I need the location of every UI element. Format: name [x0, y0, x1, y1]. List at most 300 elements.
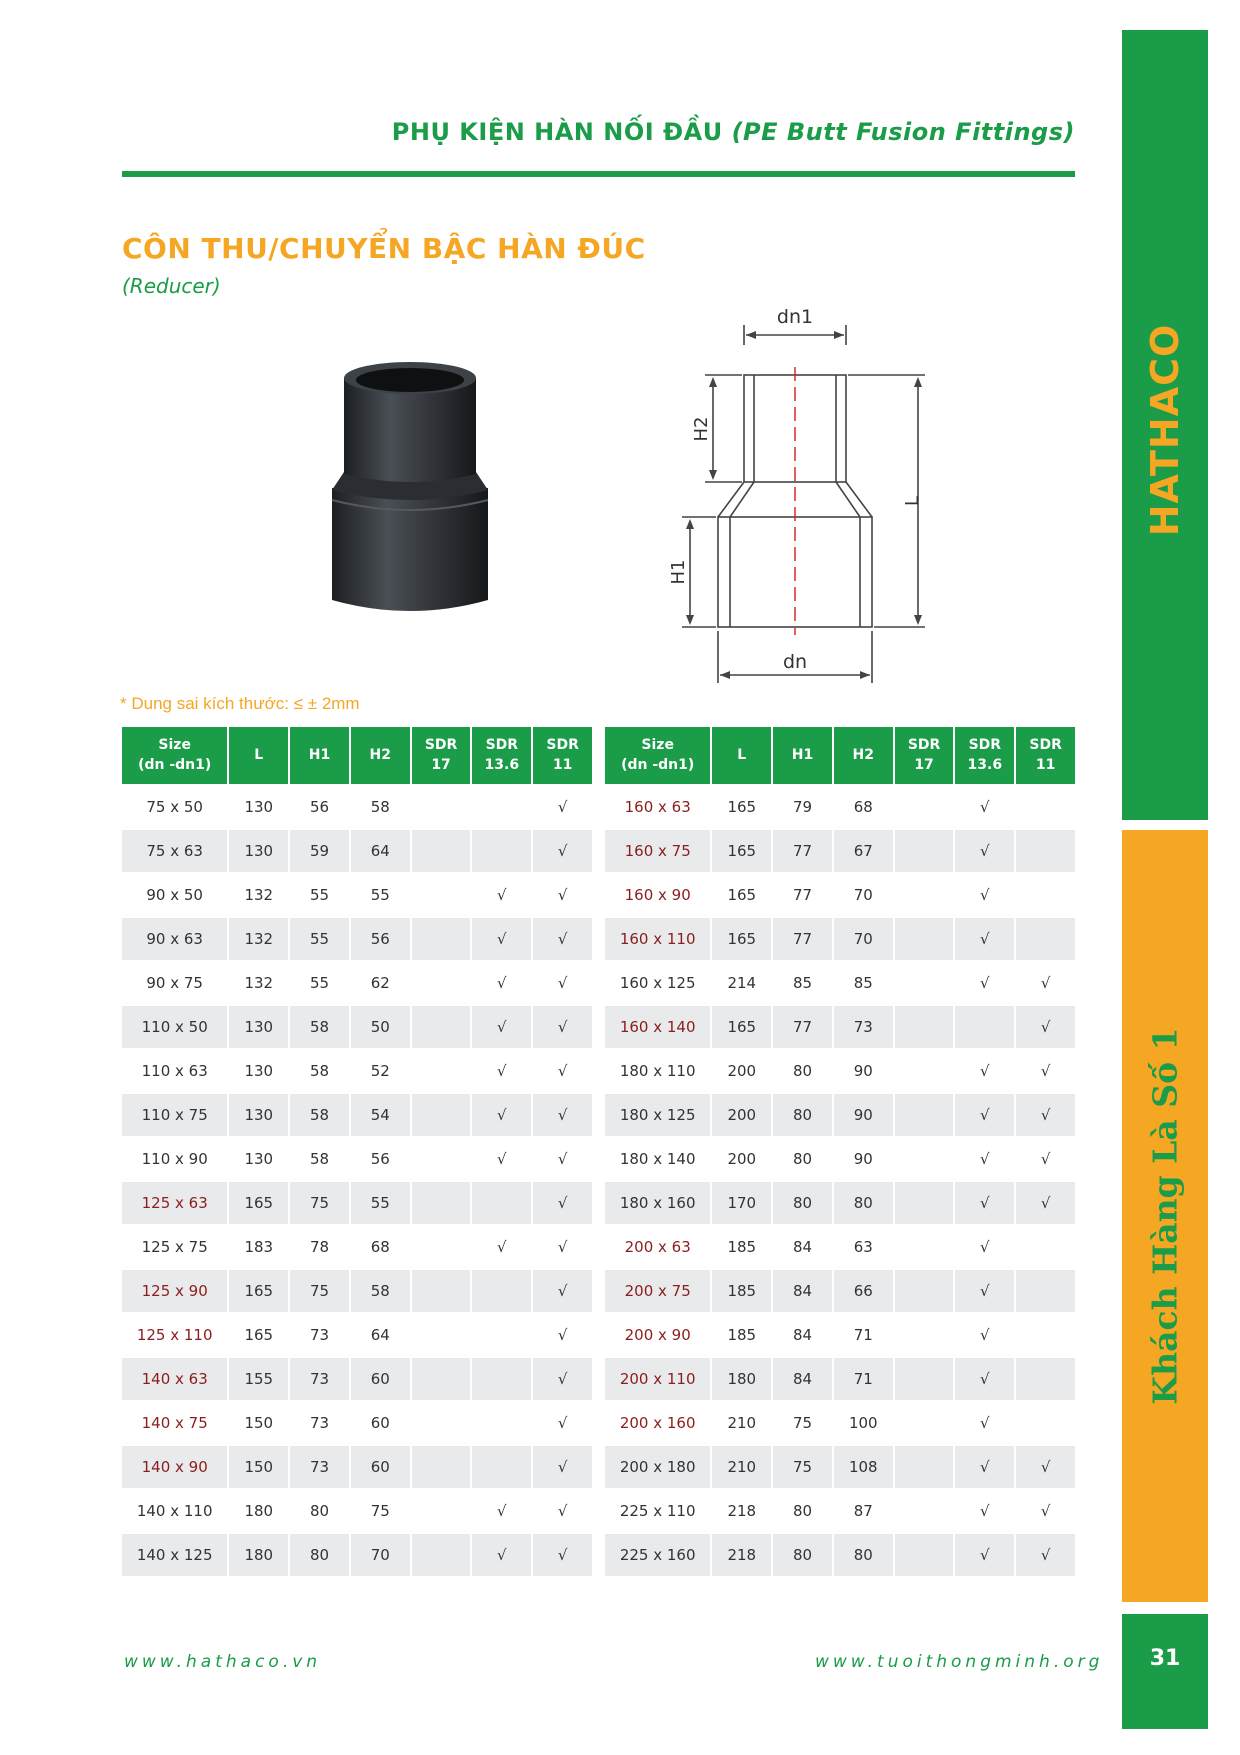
cell-size: 200 x 180 [605, 1446, 710, 1488]
cell-l: 150 [244, 1414, 274, 1432]
cell-l: 180 [244, 1502, 274, 1520]
cell-sdr17 [895, 786, 954, 828]
cell-sdr136: √ [980, 974, 990, 992]
table-row [122, 962, 592, 1004]
cell-sdr136: √ [955, 1270, 1014, 1312]
cell-sdr11: √ [1040, 1150, 1051, 1168]
cell-size: 225 x 160 [605, 1534, 710, 1576]
cell-h1: 77 [773, 830, 832, 872]
cell-size: 125 x 110 [136, 1326, 213, 1344]
cell-sdr11: √ [557, 886, 568, 904]
cell-sdr136: √ [955, 1534, 1014, 1576]
cell-sdr136: √ [497, 886, 507, 904]
cell-h1: 80 [290, 1534, 349, 1576]
cell-sdr17 [412, 1490, 471, 1532]
cell-size: 160 x 63 [624, 798, 691, 816]
table-row [605, 1006, 1075, 1048]
footer-source-link[interactable]: www.tuoithongminh.org [815, 1652, 1104, 1672]
cell-h2: 70 [834, 918, 893, 960]
cell-h1: 80 [792, 1062, 813, 1080]
table-row [122, 1446, 592, 1488]
cell-sdr136: √ [980, 1326, 990, 1344]
table-row [605, 1402, 1075, 1444]
cell-size: 125 x 63 [122, 1182, 227, 1224]
cell-l: 210 [712, 1446, 771, 1488]
cell-size: 160 x 140 [605, 1006, 710, 1048]
cell-sdr11: √ [533, 1094, 592, 1136]
cell-size: 110 x 75 [122, 1094, 227, 1136]
cell-sdr136: √ [980, 1414, 990, 1432]
cell-sdr17 [895, 1402, 954, 1444]
cell-sdr136: √ [472, 918, 531, 960]
cell-h1: 80 [773, 1534, 832, 1576]
cell-sdr17 [895, 1094, 954, 1136]
cell-h2: 108 [834, 1446, 893, 1488]
cell-h1: 58 [290, 1094, 349, 1136]
cell-h1: 80 [773, 1094, 832, 1136]
cell-size: 90 x 50 [146, 886, 203, 904]
cell-h1: 80 [792, 1150, 813, 1168]
cell-sdr17 [412, 918, 471, 960]
cell-l: 130 [229, 1006, 288, 1048]
cell-sdr136: √ [980, 1238, 990, 1256]
cell-l: 185 [727, 1238, 757, 1256]
cell-sdr136: √ [980, 1062, 990, 1080]
cell-h1: 84 [792, 1238, 813, 1256]
cell-sdr136: √ [955, 1358, 1014, 1400]
table-row [605, 1270, 1075, 1312]
cell-size: 180 x 125 [605, 1094, 710, 1136]
cell-h2: 100 [848, 1414, 878, 1432]
header-divider [122, 171, 1075, 177]
cell-h2: 75 [370, 1502, 390, 1520]
cell-size: 200 x 90 [624, 1326, 691, 1344]
cell-h1: 55 [290, 918, 349, 960]
cell-l: 165 [712, 1006, 771, 1048]
cell-sdr11: √ [533, 1182, 592, 1224]
cell-sdr11: √ [557, 798, 568, 816]
cell-h2: 55 [370, 886, 390, 904]
header-title-main: PHỤ KIỆN HÀN NỐI ĐẦU [391, 118, 732, 146]
cell-h1: 75 [773, 1446, 832, 1488]
cell-l: 180 [712, 1358, 771, 1400]
cell-sdr136 [472, 1182, 531, 1224]
brand-logo-text: HATHACO [1143, 323, 1187, 537]
table-row [122, 1270, 592, 1312]
cell-sdr136: √ [955, 1446, 1014, 1488]
cell-h2: 63 [853, 1238, 873, 1256]
cell-sdr11 [1016, 1226, 1075, 1268]
cell-sdr136 [472, 1314, 531, 1356]
header-sdr136: SDR 13.6 [472, 727, 531, 784]
cell-size: 110 x 63 [141, 1062, 208, 1080]
table-row [122, 1006, 592, 1048]
reducer-technical-drawing [650, 305, 950, 695]
table-row [605, 1446, 1075, 1488]
cell-size: 160 x 90 [624, 886, 691, 904]
cell-h1: 73 [290, 1446, 349, 1488]
cell-l: 200 [727, 1062, 757, 1080]
cell-size: 110 x 50 [122, 1006, 227, 1048]
dim-dn-label: dn [782, 651, 808, 673]
cell-sdr11: √ [533, 1534, 592, 1576]
table-row [122, 1138, 592, 1180]
header-size: Size (dn -dn1) [122, 727, 227, 784]
cell-h1: 85 [792, 974, 813, 992]
cell-sdr11: √ [533, 1446, 592, 1488]
cell-l: 165 [244, 1326, 274, 1344]
cell-size: 140 x 75 [141, 1414, 208, 1432]
cell-size: 125 x 90 [122, 1270, 227, 1312]
cell-sdr11: √ [1016, 1094, 1075, 1136]
table-row [122, 1314, 592, 1356]
cell-h1: 75 [792, 1414, 813, 1432]
header-size: Size (dn -dn1) [605, 727, 710, 784]
cell-l: 165 [229, 1270, 288, 1312]
cell-l: 165 [712, 918, 771, 960]
cell-h2: 54 [351, 1094, 410, 1136]
cell-sdr11: √ [533, 1006, 592, 1048]
table-header-row [122, 727, 592, 784]
cell-sdr11: √ [1016, 1446, 1075, 1488]
footer-website-link[interactable]: www.hathaco.vn [124, 1652, 322, 1672]
page-number-box [1122, 1614, 1208, 1729]
cell-sdr136: √ [955, 830, 1014, 872]
header-sdr136: SDR 13.6 [955, 727, 1014, 784]
cell-sdr136: √ [472, 1534, 531, 1576]
table-row [605, 1314, 1075, 1356]
cell-sdr17 [895, 1270, 954, 1312]
cell-h1: 79 [792, 798, 813, 816]
cell-sdr11: √ [557, 1062, 568, 1080]
cell-h1: 56 [309, 798, 330, 816]
cell-h1: 58 [290, 1006, 349, 1048]
cell-sdr136: √ [980, 886, 990, 904]
table-row [122, 1094, 592, 1136]
product-title: CÔN THU/CHUYỂN BẬC HÀN ĐÚC [122, 232, 646, 265]
cell-l: 130 [229, 830, 288, 872]
table-row [605, 786, 1075, 828]
header-sdr17: SDR 17 [895, 727, 954, 784]
table-row [122, 1050, 592, 1092]
cell-h2: 67 [834, 830, 893, 872]
table-row [122, 786, 592, 828]
cell-sdr11: √ [1040, 1062, 1051, 1080]
cell-size: 180 x 110 [619, 1062, 696, 1080]
cell-sdr17 [412, 1094, 471, 1136]
cell-sdr11: √ [557, 974, 568, 992]
cell-h2: 60 [351, 1446, 410, 1488]
cell-sdr11 [1016, 830, 1075, 872]
table-row [605, 1226, 1075, 1268]
cell-sdr136: √ [980, 798, 990, 816]
cell-sdr17 [895, 830, 954, 872]
cell-l: 155 [229, 1358, 288, 1400]
cell-sdr136: √ [497, 1238, 507, 1256]
cell-h1: 59 [290, 830, 349, 872]
table-row [605, 1050, 1075, 1092]
cell-h1: 84 [792, 1326, 813, 1344]
header-title-sub: (PE Butt Fusion Fittings) [731, 118, 1075, 146]
table-row [605, 1358, 1075, 1400]
cell-size: 90 x 63 [122, 918, 227, 960]
cell-h2: 73 [834, 1006, 893, 1048]
cell-sdr136 [472, 1402, 531, 1444]
header-sdr11: SDR 11 [533, 727, 592, 784]
cell-size: 160 x 75 [605, 830, 710, 872]
cell-sdr11: √ [1016, 1182, 1075, 1224]
cell-size: 140 x 90 [122, 1446, 227, 1488]
cell-sdr136: √ [497, 1150, 507, 1168]
cell-sdr11: √ [557, 1150, 568, 1168]
cell-l: 170 [712, 1182, 771, 1224]
cell-size: 140 x 110 [136, 1502, 213, 1520]
table-header-row [605, 727, 1075, 784]
cell-size: 200 x 63 [624, 1238, 691, 1256]
cell-l: 165 [727, 886, 757, 904]
cell-h1: 75 [290, 1182, 349, 1224]
cell-l: 185 [727, 1326, 757, 1344]
cell-h2: 60 [351, 1358, 410, 1400]
cell-l: 218 [712, 1534, 771, 1576]
cell-h2: 87 [853, 1502, 873, 1520]
cell-sdr11 [1016, 1270, 1075, 1312]
cell-sdr17 [895, 1182, 954, 1224]
cell-l: 132 [244, 974, 274, 992]
cell-sdr17 [412, 1138, 471, 1180]
table-row [122, 874, 592, 916]
cell-h2: 80 [834, 1534, 893, 1576]
cell-sdr17 [895, 962, 954, 1004]
cell-sdr11: √ [533, 1270, 592, 1312]
table-row [122, 1402, 592, 1444]
cell-sdr136 [472, 786, 531, 828]
cell-l: 180 [229, 1534, 288, 1576]
cell-sdr11: √ [1040, 1502, 1051, 1520]
cell-sdr17 [412, 1182, 471, 1224]
cell-h2: 64 [370, 1326, 390, 1344]
table-row [605, 1138, 1075, 1180]
cell-l: 165 [727, 798, 757, 816]
header-h1: H1 [290, 727, 349, 784]
cell-sdr11: √ [557, 1502, 568, 1520]
cell-sdr17 [895, 1534, 954, 1576]
cell-h2: 56 [351, 918, 410, 960]
cell-l: 200 [727, 1150, 757, 1168]
header-l: L [712, 727, 771, 784]
cell-l: 165 [712, 830, 771, 872]
cell-sdr136 [955, 1006, 1014, 1048]
slogan-text: Khách Hàng Là Số 1 [1145, 1027, 1185, 1405]
table-row [605, 1094, 1075, 1136]
cell-l: 130 [229, 1094, 288, 1136]
header-sdr11: SDR 11 [1016, 727, 1075, 784]
product-subtitle: (Reducer) [122, 274, 221, 298]
cell-sdr136 [472, 1358, 531, 1400]
cell-sdr136 [472, 1446, 531, 1488]
table-row [122, 1226, 592, 1268]
cell-h1: 77 [773, 918, 832, 960]
cell-l: 214 [727, 974, 757, 992]
cell-sdr136: √ [955, 918, 1014, 960]
cell-h2: 85 [853, 974, 873, 992]
cell-size: 140 x 125 [122, 1534, 227, 1576]
table-row [122, 830, 592, 872]
sidebar-orange-band [1122, 830, 1208, 1602]
cell-h1: 75 [290, 1270, 349, 1312]
cell-l: 183 [244, 1238, 274, 1256]
cell-sdr11: √ [533, 1358, 592, 1400]
cell-sdr136: √ [955, 1182, 1014, 1224]
page-number: 31 [1149, 1646, 1181, 1671]
cell-h2: 90 [834, 1094, 893, 1136]
table-row [605, 1490, 1075, 1532]
cell-l: 130 [244, 1150, 274, 1168]
cell-sdr17 [412, 1446, 471, 1488]
table-row [605, 1182, 1075, 1224]
cell-sdr11 [1016, 1358, 1075, 1400]
cell-h1: 73 [290, 1358, 349, 1400]
cell-h2: 60 [370, 1414, 390, 1432]
cell-h1: 84 [773, 1270, 832, 1312]
cell-sdr11: √ [1016, 1534, 1075, 1576]
cell-h2: 66 [834, 1270, 893, 1312]
cell-h1: 55 [309, 974, 330, 992]
page-header-title [120, 118, 1075, 146]
cell-sdr17 [895, 1314, 954, 1356]
cell-sdr17 [412, 1402, 471, 1444]
cell-sdr136: √ [472, 1094, 531, 1136]
cell-h1: 80 [309, 1502, 330, 1520]
cell-h2: 55 [351, 1182, 410, 1224]
cell-size: 125 x 75 [141, 1238, 208, 1256]
cell-h2: 56 [370, 1150, 390, 1168]
cell-sdr11 [1016, 1402, 1075, 1444]
cell-sdr17 [412, 1006, 471, 1048]
table-row [122, 1182, 592, 1224]
cell-size: 200 x 110 [605, 1358, 710, 1400]
header-l: L [229, 727, 288, 784]
cell-sdr11 [1016, 918, 1075, 960]
cell-h1: 80 [773, 1182, 832, 1224]
cell-h2: 58 [370, 798, 390, 816]
cell-l: 130 [244, 1062, 274, 1080]
cell-sdr17 [412, 962, 471, 1004]
cell-h2: 80 [834, 1182, 893, 1224]
cell-h1: 58 [309, 1062, 330, 1080]
cell-sdr136: √ [497, 974, 507, 992]
cell-size: 180 x 160 [605, 1182, 710, 1224]
cell-sdr17 [412, 1226, 471, 1268]
cell-size: 75 x 63 [122, 830, 227, 872]
dim-h2-label: H2 [691, 416, 712, 442]
header-h2: H2 [834, 727, 893, 784]
cell-sdr11 [1016, 786, 1075, 828]
cell-sdr17 [412, 1534, 471, 1576]
table-row [122, 1490, 592, 1532]
cell-sdr17 [412, 830, 471, 872]
cell-h2: 70 [853, 886, 873, 904]
cell-h1: 58 [309, 1150, 330, 1168]
cell-h1: 78 [309, 1238, 330, 1256]
cell-size: 200 x 75 [605, 1270, 710, 1312]
cell-h1: 77 [773, 1006, 832, 1048]
cell-l: 200 [712, 1094, 771, 1136]
cell-sdr11: √ [557, 1414, 568, 1432]
cell-h1: 55 [309, 886, 330, 904]
cell-sdr17 [895, 918, 954, 960]
cell-size: 110 x 90 [141, 1150, 208, 1168]
cell-sdr11 [1016, 874, 1075, 916]
cell-size: 225 x 110 [619, 1502, 696, 1520]
cell-h2: 62 [370, 974, 390, 992]
table-row [605, 830, 1075, 872]
cell-sdr136 [472, 1270, 531, 1312]
spec-table-right [603, 725, 1077, 1578]
header-h2: H2 [351, 727, 410, 784]
cell-sdr136: √ [497, 1062, 507, 1080]
cell-h2: 70 [351, 1534, 410, 1576]
cell-l: 218 [727, 1502, 757, 1520]
cell-l: 210 [727, 1414, 757, 1432]
cell-sdr17 [412, 786, 471, 828]
cell-sdr17 [895, 1490, 954, 1532]
cell-sdr11: √ [533, 830, 592, 872]
cell-sdr11: √ [533, 918, 592, 960]
cell-h1: 80 [792, 1502, 813, 1520]
cell-l: 150 [229, 1446, 288, 1488]
cell-h1: 84 [773, 1358, 832, 1400]
cell-h2: 68 [853, 798, 873, 816]
cell-h1: 73 [309, 1326, 330, 1344]
cell-sdr17 [895, 1006, 954, 1048]
cell-sdr17 [895, 1358, 954, 1400]
cell-sdr17 [895, 1050, 954, 1092]
table-row [122, 918, 592, 960]
brand-logo [1122, 300, 1208, 560]
cell-sdr11: √ [1040, 974, 1051, 992]
cell-h2: 52 [370, 1062, 390, 1080]
table-row [122, 1358, 592, 1400]
cell-sdr136: √ [980, 1502, 990, 1520]
header-h1: H1 [773, 727, 832, 784]
cell-l: 132 [229, 918, 288, 960]
table-row [605, 918, 1075, 960]
cell-h2: 71 [853, 1326, 873, 1344]
cell-sdr11: √ [557, 1326, 568, 1344]
cell-l: 130 [244, 798, 274, 816]
cell-size: 140 x 63 [122, 1358, 227, 1400]
reducer-product-photo [320, 360, 500, 630]
cell-h2: 58 [351, 1270, 410, 1312]
cell-h1: 77 [792, 886, 813, 904]
cell-l: 132 [244, 886, 274, 904]
cell-h2: 68 [370, 1238, 390, 1256]
cell-h2: 71 [834, 1358, 893, 1400]
cell-sdr11 [1016, 1314, 1075, 1356]
cell-size: 200 x 160 [619, 1414, 696, 1432]
cell-sdr136 [472, 830, 531, 872]
cell-h2: 90 [853, 1150, 873, 1168]
cell-size: 160 x 125 [619, 974, 696, 992]
dim-l-label: L [902, 495, 923, 507]
table-row [605, 962, 1075, 1004]
table-row [605, 1534, 1075, 1576]
cell-h2: 64 [351, 830, 410, 872]
cell-sdr17 [895, 1446, 954, 1488]
cell-sdr17 [412, 1314, 471, 1356]
header-sdr17: SDR 17 [412, 727, 471, 784]
